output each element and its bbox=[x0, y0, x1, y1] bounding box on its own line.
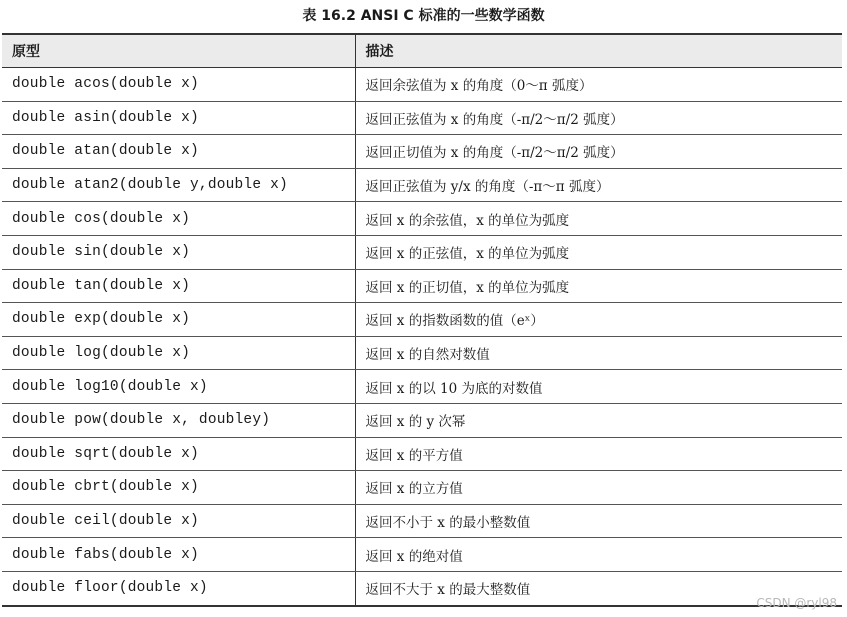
description-cell: 返回余弦值为 x 的角度（0～π 弧度） bbox=[355, 68, 842, 102]
table-row bbox=[2, 168, 842, 202]
prototype-cell: double exp(double x) bbox=[2, 303, 355, 337]
prototype-cell: double ceil(double x) bbox=[2, 504, 355, 538]
prototype-cell: double log(double x) bbox=[2, 336, 355, 370]
prototype-cell: double sin(double x) bbox=[2, 235, 355, 269]
description-cell: 返回不大于 x 的最大整数值 bbox=[355, 571, 842, 605]
table-row bbox=[2, 538, 842, 572]
table-row bbox=[2, 235, 842, 269]
table-row bbox=[2, 437, 842, 471]
description-cell: 返回 x 的立方值 bbox=[355, 471, 842, 505]
table-row bbox=[2, 471, 842, 505]
description-cell: 返回 x 的以 10 为底的对数值 bbox=[355, 370, 842, 404]
prototype-cell: double sqrt(double x) bbox=[2, 437, 355, 471]
table-row bbox=[2, 68, 842, 102]
description-cell: 返回 x 的指数函数的值（eˣ） bbox=[355, 303, 842, 337]
table-row bbox=[2, 101, 842, 135]
header-description: 描述 bbox=[355, 34, 842, 68]
table-row bbox=[2, 303, 842, 337]
description-cell: 返回正弦值为 x 的角度（-π/2～π/2 弧度） bbox=[355, 101, 842, 135]
description-cell: 返回正弦值为 y/x 的角度（-π～π 弧度） bbox=[355, 168, 842, 202]
description-cell: 返回正切值为 x 的角度（-π/2～π/2 弧度） bbox=[355, 135, 842, 169]
description-cell: 返回 x 的 y 次幂 bbox=[355, 403, 842, 437]
table-row bbox=[2, 504, 842, 538]
description-cell: 返回不小于 x 的最小整数值 bbox=[355, 504, 842, 538]
math-functions-table bbox=[2, 33, 842, 607]
description-cell: 返回 x 的正切值，x 的单位为弧度 bbox=[355, 269, 842, 303]
table-caption: 表 16.2 ANSI C 标准的一些数学函数 bbox=[302, 8, 545, 24]
prototype-cell: double tan(double x) bbox=[2, 269, 355, 303]
header-prototype: 原型 bbox=[2, 34, 355, 68]
prototype-cell: double atan(double x) bbox=[2, 135, 355, 169]
watermark: CSDN @ryl98 bbox=[756, 596, 837, 610]
prototype-cell: double floor(double x) bbox=[2, 571, 355, 605]
prototype-cell: double atan2(double y,double x) bbox=[2, 168, 355, 202]
table-row bbox=[2, 202, 842, 236]
description-cell: 返回 x 的余弦值，x 的单位为弧度 bbox=[355, 202, 842, 236]
prototype-cell: double pow(double x, doubley) bbox=[2, 403, 355, 437]
prototype-cell: double fabs(double x) bbox=[2, 538, 355, 572]
table-header-row bbox=[2, 34, 842, 68]
prototype-cell: double log10(double x) bbox=[2, 370, 355, 404]
prototype-cell: double acos(double x) bbox=[2, 68, 355, 102]
table-row bbox=[2, 135, 842, 169]
table-row bbox=[2, 403, 842, 437]
prototype-cell: double cbrt(double x) bbox=[2, 471, 355, 505]
table-row bbox=[2, 336, 842, 370]
description-cell: 返回 x 的自然对数值 bbox=[355, 336, 842, 370]
prototype-cell: double asin(double x) bbox=[2, 101, 355, 135]
table-row bbox=[2, 269, 842, 303]
prototype-cell: double cos(double x) bbox=[2, 202, 355, 236]
description-cell: 返回 x 的绝对值 bbox=[355, 538, 842, 572]
table-row bbox=[2, 571, 842, 605]
description-cell: 返回 x 的平方值 bbox=[355, 437, 842, 471]
table-row bbox=[2, 370, 842, 404]
description-cell: 返回 x 的正弦值，x 的单位为弧度 bbox=[355, 235, 842, 269]
